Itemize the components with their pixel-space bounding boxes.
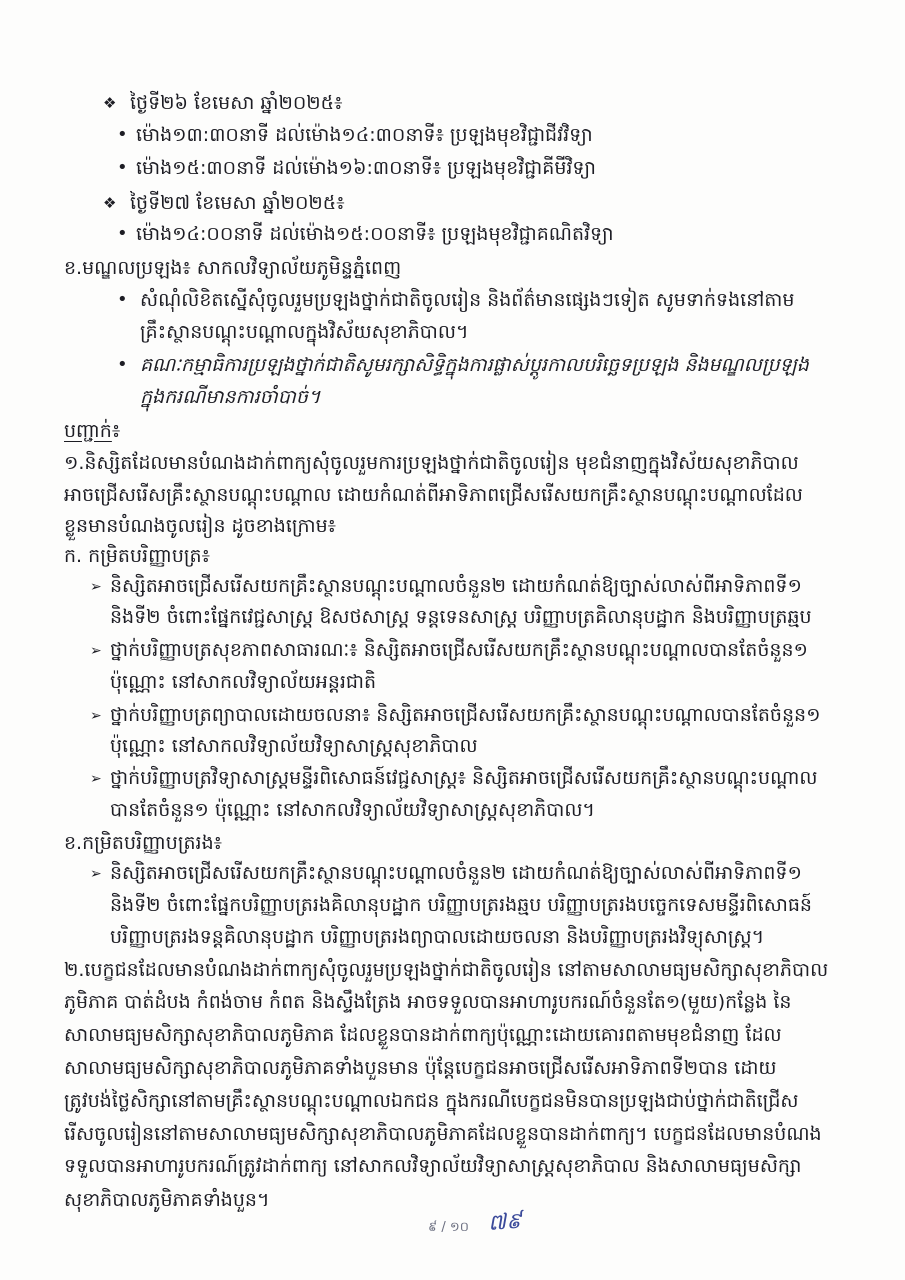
- bachelor-item-line: បានតែចំនួន១ ប៉ុណ្ណោះ នៅសាកលវិទ្យាល័យវិទ្យាសាស្ត្រសុខាភិបាល។: [110, 799, 595, 821]
- associate-item-line: និងទី២ ចំពោះផ្នែកបរិញ្ញាបត្ររងគិលានុបដ្ឋាក បរិញ្ញាបត្ររងឆ្មប បរិញ្ញាបត្ររងបច្ចេកទេសមន្ទីរពិសោធន៍: [110, 894, 812, 916]
- bachelor-heading: ក. កម្រិតបរិញ្ញាបត្រ៖: [64, 545, 210, 567]
- arrow-bullet-icon: [90, 633, 110, 667]
- paragraph-line: ១.និស្សិតដែលមានបំណងដាក់ពាក្យសុំចូលរួមការប្រឡងថ្នាក់ជាតិចូលរៀន មុខជំនាញក្នុងវិស័យសុខាភិបាល: [64, 452, 799, 474]
- exam-center-note-line: គណៈកម្មាធិការប្រឡងថ្នាក់ជាតិសូមរក្សាសិទ្ធិក្នុងការផ្លាស់ប្តូរកាលបរិច្ឆេទប្រឡង និងមណ្ឌលប្រឡង: [140, 354, 809, 376]
- remark-colon: ៖: [111, 420, 121, 442]
- arrow-bullet-icon: [90, 856, 110, 890]
- dot-bullet-icon: [117, 348, 137, 382]
- dot-bullet-icon: [117, 118, 137, 152]
- bachelor-item-line: ថ្នាក់បរិញ្ញាបត្រព្យាបាលដោយចលនា៖ និស្សិតអាចជ្រើសរើសយកគ្រឹះស្ថានបណ្តុះបណ្តាលបានតែចំនួន១: [110, 704, 821, 726]
- paragraph-line: ត្រូវបង់ថ្លៃសិក្សានៅតាមគ្រឹះស្ថានបណ្តុះបណ្តាលឯកជន ក្នុងករណីបេក្ខជនមិនបានប្រឡងជាប់ថ្នាក់ជាតិជ្រើស: [64, 1090, 799, 1112]
- arrow-bullet-icon: [90, 569, 110, 603]
- schedule-item: ម៉ោង១៣:៣០នាទី ដល់ម៉ោង១៤:៣០នាទី៖ ប្រឡងមុខវិជ្ជាជីវវិទ្យា: [136, 124, 593, 146]
- bachelor-item-line: ថ្នាក់បរិញ្ញាបត្រវិទ្យាសាស្ត្រមន្ទីរពិសោធន៍វេជ្ជសាស្ត្រ៖ និស្សិតអាចជ្រើសរើសយកគ្រឹះស្ថានបណ្តុះបណ្តាល: [110, 767, 818, 789]
- paragraph-line: ភូមិភាគ បាត់ដំបង កំពង់ចាម កំពត និងស្ទឹងត្រែង អាចទទួលបានអាហារូបករណ៍ចំនួនតែ១(មួយ)កន្លែង នៃ: [64, 991, 792, 1013]
- paragraph-line: សាលាមធ្យមសិក្សាសុខាភិបាលភូមិភាគ ដែលខ្លួនបានដាក់ពាក្យប៉ុណ្ណោះដោយគោរពតាមមុខជំនាញ ដែល: [64, 1024, 782, 1046]
- paragraph-line: រើសចូលរៀននៅតាមសាលាមធ្យមសិក្សាសុខាភិបាលភូមិភាគដែលខ្លួនបានដាក់ពាក្យ។ បេក្ខជនដែលមានបំណង: [64, 1123, 822, 1145]
- exam-center-note-line: ក្នុងករណីមានការចាំបាច់។: [140, 386, 321, 408]
- schedule-item: ម៉ោង១៤:០០នាទី ដល់ម៉ោង១៥:០០នាទី៖ ប្រឡងមុខវិជ្ជាគណិតវិទ្យា: [136, 223, 614, 245]
- bachelor-item-line: និងទី២ ចំពោះផ្នែកវេជ្ជសាស្ត្រ ឱសថសាស្ត្រ ទន្តទេនសាស្ត្រ បរិញ្ញាបត្រគិលានុបដ្ឋាក និងបរិញ្ញាបត្រឆ្មប: [110, 606, 812, 628]
- page-number: ៩ / ១០: [428, 1220, 469, 1235]
- arrow-bullet-icon: [90, 761, 110, 795]
- schedule-day-heading: ថ្ងៃទី២៧ ខែមេសា ឆ្នាំ២០២៥៖: [130, 192, 345, 214]
- associate-item-line: បរិញ្ញាបត្ររងទន្តគិលានុបដ្ឋាក បរិញ្ញាបត្ររងព្យាបាលដោយចលនា និងបរិញ្ញាបត្ររងវិទ្យុសាស្ត្រ។: [110, 926, 765, 948]
- diamond-bullet-icon: [103, 186, 123, 220]
- schedule-day-heading: ថ្ងៃទី២៦ ខែមេសា ឆ្នាំ២០២៥៖: [130, 92, 343, 114]
- remark-label: បញ្ជាក់: [64, 420, 112, 442]
- handwritten-initials: ៧៩: [487, 1208, 523, 1237]
- paragraph-line: សាលាមធ្យមសិក្សាសុខាភិបាលភូមិភាគទាំងបួនមាន ប៉ុន្តែបេក្ខជនអាចជ្រើសរើសអាទិភាពទី២បាន ដោយ: [64, 1057, 777, 1079]
- paragraph-line: ២.បេក្ខជនដែលមានបំណងដាក់ពាក្យសុំចូលរួមប្រឡងថ្នាក់ជាតិចូលរៀន នៅតាមសាលាមធ្យមសិក្សាសុខាភិបាល: [64, 959, 829, 981]
- schedule-item: ម៉ោង១៥:៣០នាទី ដល់ម៉ោង១៦:៣០នាទី៖ ប្រឡងមុខវិជ្ជាគីមីវិទ្យា: [136, 157, 596, 179]
- arrow-bullet-icon: [90, 698, 110, 732]
- paragraph-line: ខ្លួនមានបំណងចូលរៀន ដូចខាងក្រោម៖: [64, 515, 337, 537]
- bachelor-item-line: និស្សិតអាចជ្រើសរើសយកគ្រឹះស្ថានបណ្តុះបណ្តាលចំនួន២ ដោយកំណត់ឱ្យច្បាស់លាស់ពីអាទិភាពទី១: [110, 575, 802, 597]
- exam-center-heading: ខ.មណ្ឌលប្រឡង៖ សាកលវិទ្យាល័យភូមិន្ទភ្នំពេញ: [64, 257, 402, 279]
- bachelor-item-line: ប៉ុណ្ណោះ នៅសាកលវិទ្យាល័យវិទ្យាសាស្ត្រសុខាភិបាល: [110, 735, 478, 757]
- bachelor-item-line: ប៉ុណ្ណោះ នៅសាកលវិទ្យាល័យអន្តរជាតិ: [110, 671, 377, 693]
- associate-item-line: និស្សិតអាចជ្រើសរើសយកគ្រឹះស្ថានបណ្តុះបណ្តាលចំនួន២ ដោយកំណត់ឱ្យច្បាស់លាស់ពីអាទិភាពទី១: [110, 862, 802, 884]
- exam-center-note-line: សំណុំលិខិតស្នើសុំចូលរួមប្រឡងថ្នាក់ជាតិចូលរៀន និងព័ត៌មានផ្សេងៗទៀត សូមទាក់ទងនៅតាម: [140, 289, 795, 311]
- remark-heading: [64, 414, 364, 448]
- paragraph-line: សុខាភិបាលភូមិភាគទាំងបួន។: [64, 1189, 270, 1211]
- dot-bullet-icon: [117, 217, 137, 251]
- associate-heading: ខ.កម្រិតបរិញ្ញាបត្ររង៖: [64, 832, 223, 854]
- bachelor-item-line: ថ្នាក់បរិញ្ញាបត្រសុខភាពសាធារណៈ៖ និស្សិតអាចជ្រើសរើសយកគ្រឹះស្ថានបណ្តុះបណ្តាលបានតែចំនួន១: [110, 639, 808, 661]
- dot-bullet-icon: [117, 283, 137, 317]
- diamond-bullet-icon: [103, 86, 123, 120]
- paragraph-line: អាចជ្រើសរើសគ្រឹះស្ថានបណ្តុះបណ្តាល ដោយកំណត់ពីអាទិភាពជ្រើសរើសយកគ្រឹះស្ថានបណ្តុះបណ្តាលដែល: [64, 484, 803, 506]
- exam-center-note-line: គ្រឹះស្ថានបណ្តុះបណ្តាលក្នុងវិស័យសុខាភិបាល។: [140, 321, 469, 343]
- paragraph-line: ទទួលបានអាហារូបករណ៍ត្រូវដាក់ពាក្យ នៅសាកលវិទ្យាល័យវិទ្យាសាស្ត្រសុខាភិបាល និងសាលាមធ្យមសិក្សា: [64, 1155, 802, 1177]
- dot-bullet-icon: [117, 151, 137, 185]
